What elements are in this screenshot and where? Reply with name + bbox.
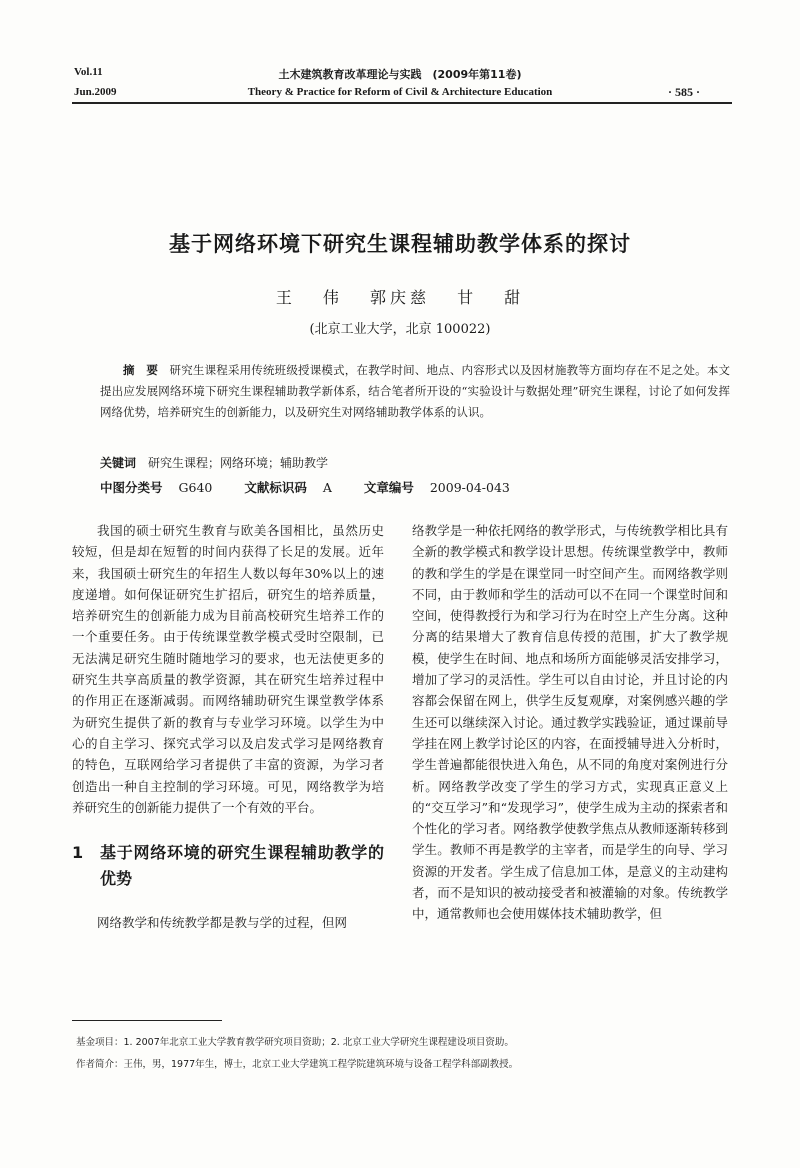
- clc-value: G640: [178, 480, 213, 495]
- keywords: [100, 454, 328, 471]
- issue-date: Jun.2009: [74, 86, 117, 98]
- section-paragraph: 网络教学和传统教学都是教与学的过程，但网: [97, 915, 348, 931]
- fund-note: 基金项目：1. 2007年北京工业大学教育教学研究项目资助；2. 北京工业大学研究生课程建设项目资助。: [76, 1037, 514, 1048]
- affiliation: (北京工业大学，北京 100022): [309, 322, 491, 337]
- footnote-rule: [72, 1020, 222, 1021]
- intro-paragraph: 我国的硕士研究生教育与欧美各国相比，虽然历史较短，但是却在短暂的时间内获得了长足的发展。近年来，我国硕士研究生的年招生人数以每年30%以上的速度递增。如何保证研究生扩招后，研究生的培养质量，培养研究生的创新能力成为目前高校研究生培养工作的一个重要任务。由于传统课堂教学模式受时空限制，已无法满足研究生随时随地学习的要求，也无法使更多的研究生共享高质量的教学资源，其在研究生培养过程中的作用正在逐渐减弱。而网络辅助研究生课堂教学体系为研究生提供了新的教育与专业学习环境。以学生为中心的自主学习、探究式学习以及启发式学习是网络教育的特色，互联网给学习者提供了丰富的资源，为学习者创造出一种自主控制的学习环境。可见，网络教学为培养研究生的创新能力提供了一个有效的平台。: [72, 523, 384, 815]
- header-rule: [72, 102, 732, 104]
- continued-paragraph: 络教学是一种依托网络的教学形式，与传统教学相比具有全新的教学模式和教学设计思想。传统课堂教学中，教师的教和学生的学是在课堂同一时空间产生。而网络教学则不同，由于教师和学生的活动可以不在同一个课堂时间和空间，使得教授行为和学习行为在时空上产生分离。这种分离的结果增大了教育信息传授的范围，扩大了教学规模，使学生在时间、地点和场所方面能够灵活安排学习，增加了学习的灵活性。学生可以自由讨论，并且讨论的内容都会保留在网上，供学生反复观摩，对案例感兴趣的学生还可以继续深入讨论。通过教学实践验证，通过课前导学挂在网上教学讨论区的内容，在面授辅导进入分析时，学生普遍都能很快进入角色，从不同的角度对案例进行分析。网络教学改变了学生的学习方式，实现真正意义上的“交互学习”和“发现学习”，使学生成为主动的探索者和个性化的学习者。网络教学使教学焦点从教师逐渐转移到学生。教师不再是教学的主宰者，而是学生的向导、学习资源的开发者。学生成了信息加工体，是意义的主动建构者，而不是知识的被动接受者和被灌输的对象。传统教学中，通常教师也会使用媒体技术辅助教学，但: [412, 523, 728, 922]
- paper-title: 基于网络环境下研究生课程辅助教学体系的探讨: [169, 232, 631, 256]
- section-number: 1: [72, 843, 84, 863]
- keywords-text: 研究生课程；网络环境；辅助教学: [148, 456, 329, 470]
- clc-label: 中图分类号: [100, 480, 163, 495]
- authors: 王 伟 郭庆慈 甘 甜: [275, 288, 525, 307]
- page-number: · 585 ·: [668, 85, 701, 99]
- author-note: 作者简介：王伟，男，1977年生，博士，北京工业大学建筑工程学院建筑环境与设备工程学科部副教授。: [76, 1059, 519, 1070]
- doc-code-label: 文献标识码: [244, 480, 307, 495]
- doc-code-value: A: [322, 480, 332, 495]
- abstract-label: 摘 要: [123, 363, 159, 377]
- abstract-text: 研究生课程采用传统班级授课模式，在教学时间、地点、内容形式以及因材施教等方面均存在不足之处。本文提出应发展网络环境下研究生课程辅助教学新体系，结合笔者所开设的“实验设计与数据处理”研究生课程，讨论了如何发挥网络优势，培养研究生的创新能力，以及研究生对网络辅助教学体系的认识。: [100, 363, 731, 419]
- journal-title-en: Theory & Practice for Reform of Civil & Architecture Education: [247, 86, 553, 98]
- journal-title-cn: 土木建筑教育改革理论与实践 (2009年第11卷): [278, 68, 522, 81]
- abstract: [100, 360, 730, 423]
- keywords-label: 关键词: [100, 456, 137, 470]
- article-number-value: 2009-04-043: [429, 480, 510, 495]
- left-column: [72, 520, 384, 933]
- right-column: [412, 520, 728, 925]
- article-number-label: 文章编号: [363, 480, 414, 495]
- volume-label: Vol.11: [74, 66, 103, 78]
- section-title: 基于网络环境的研究生课程辅助教学的优势: [100, 843, 384, 889]
- section-heading: [72, 840, 384, 892]
- classification-line: [100, 478, 510, 496]
